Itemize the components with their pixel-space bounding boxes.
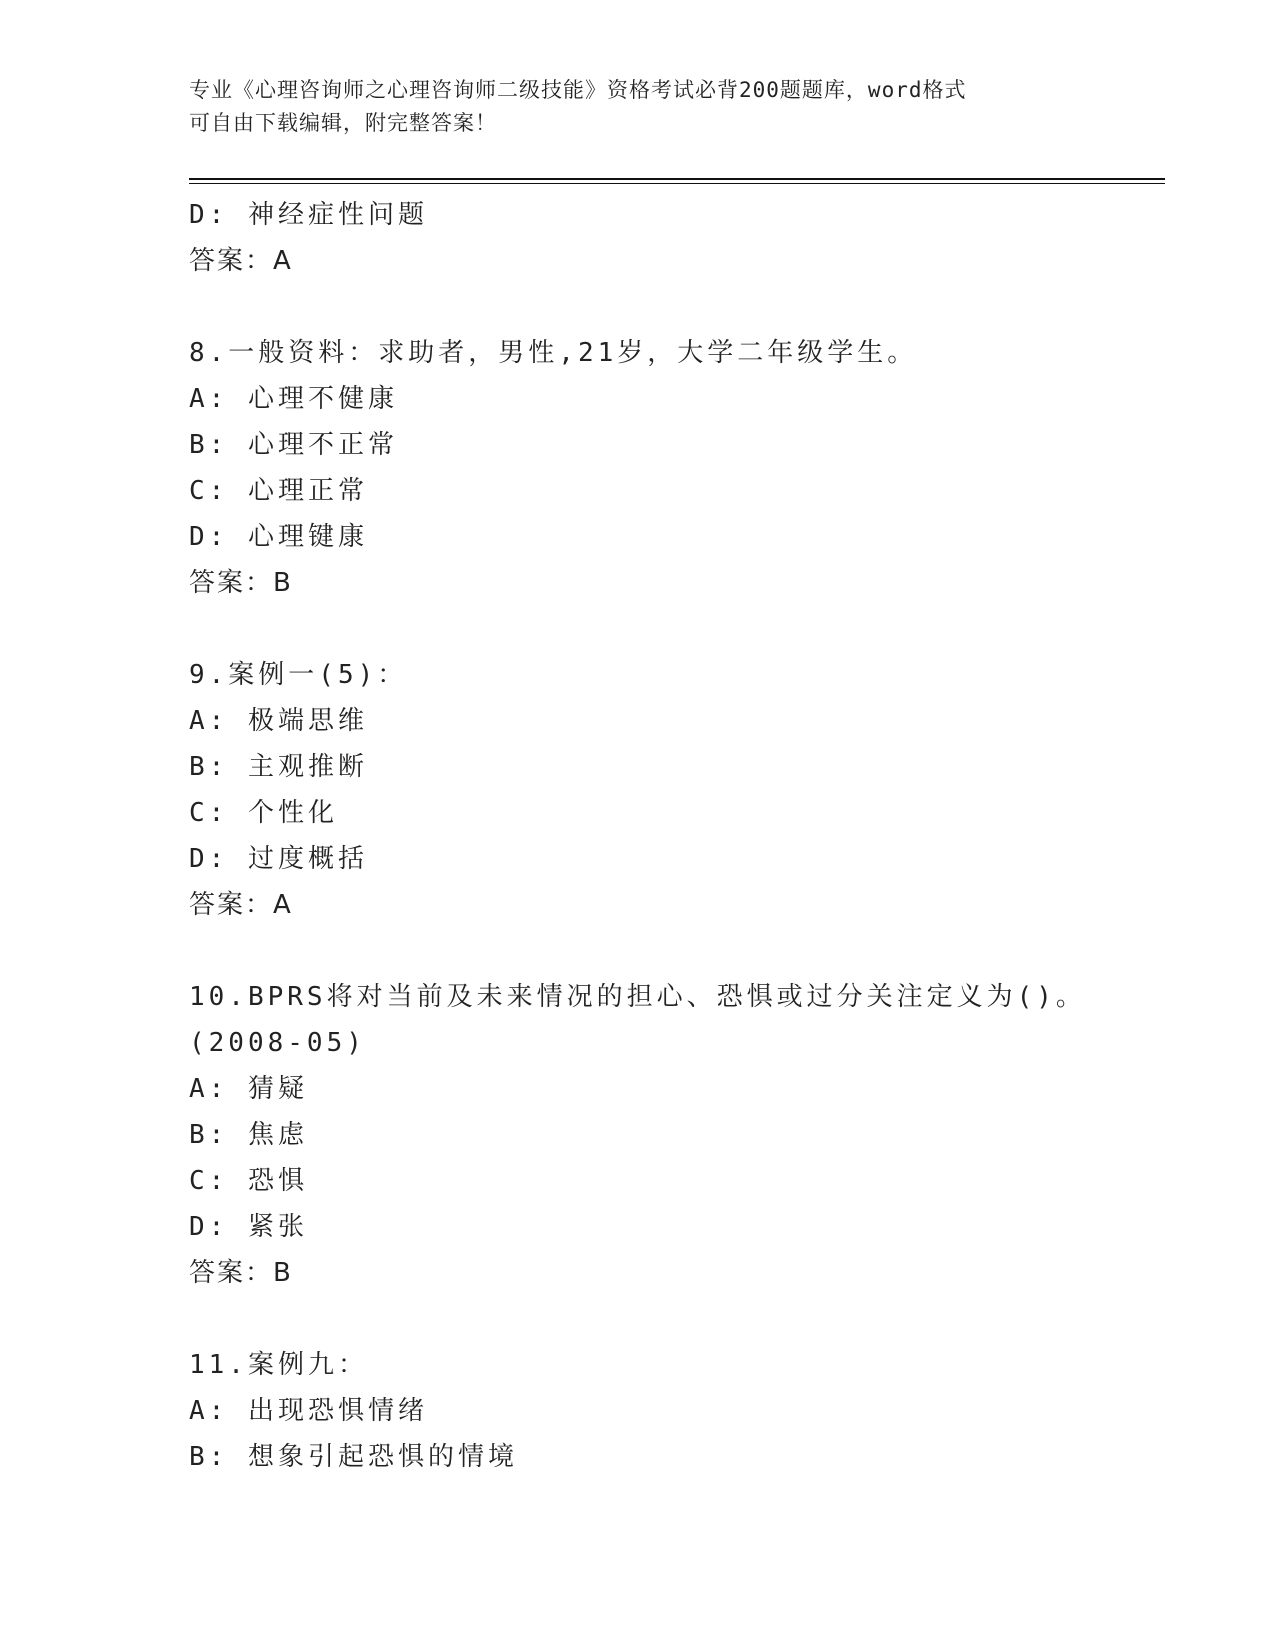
option-c: C: 心理正常 (189, 476, 368, 506)
option-b: B: 心理不正常 (189, 430, 398, 460)
answer-line: 答案：A (189, 890, 293, 920)
option-b: B: 想象引起恐惧的情境 (189, 1442, 518, 1472)
question-11 (189, 1342, 1149, 1480)
option-a: A: 出现恐惧情绪 (189, 1396, 428, 1426)
header-title-line-2: 可自由下载编辑，附完整答案！ (189, 111, 497, 135)
header-divider-top (189, 178, 1165, 180)
spacer (189, 606, 1149, 652)
option-a: A: 猜疑 (189, 1074, 308, 1104)
option-d: D: 神经症性问题 (189, 200, 428, 230)
question-10 (189, 974, 1149, 1296)
option-d: D: 过度概括 (189, 844, 368, 874)
question-list (189, 192, 1149, 1480)
option-c: C: 恐惧 (189, 1166, 308, 1196)
option-d: D: 紧张 (189, 1212, 308, 1242)
question-stem: 9.案例一(5)： (189, 660, 408, 690)
spacer (189, 284, 1149, 330)
header-divider-bottom (189, 183, 1165, 184)
answer-line: 答案：A (189, 246, 293, 276)
option-c: C: 个性化 (189, 798, 338, 828)
option-a: A: 心理不健康 (189, 384, 398, 414)
answer-line: 答案：B (189, 568, 293, 598)
option-d: D: 心理键康 (189, 522, 368, 552)
option-b: B: 焦虑 (189, 1120, 308, 1150)
question-stem: 10.BPRS将对当前及未来情况的担心、恐惧或过分关注定义为()。 (189, 982, 1086, 1012)
document-header (189, 74, 1089, 140)
question-stem: 11.案例九： (189, 1350, 368, 1380)
question-8 (189, 330, 1149, 606)
question-9 (189, 652, 1149, 928)
option-a: A: 极端思维 (189, 706, 368, 736)
answer-line: 答案：B (189, 1258, 293, 1288)
previous-question-fragment (189, 192, 1149, 284)
header-title-line-1: 专业《心理咨询师之心理咨询师二级技能》资格考试必背200题题库，word格式 (189, 78, 967, 102)
question-stem: 8.一般资料：求助者，男性,21岁，大学二年级学生。 (189, 338, 918, 368)
option-b: B: 主观推断 (189, 752, 368, 782)
spacer (189, 928, 1149, 974)
question-stem-continued: (2008-05) (189, 1028, 366, 1058)
spacer (189, 1296, 1149, 1342)
